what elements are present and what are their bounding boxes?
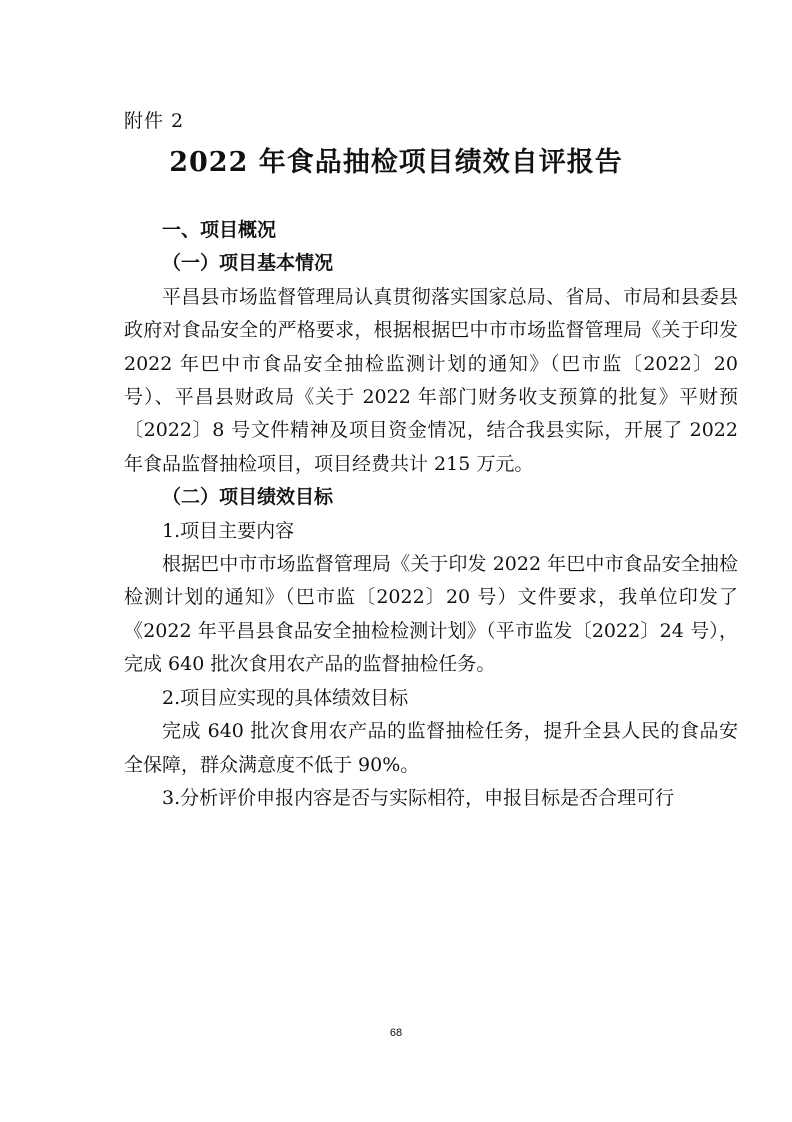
subsection-heading-performance-goals: （二）项目绩效目标: [162, 486, 334, 509]
attachment-label: 附件 2: [124, 110, 185, 132]
item-heading-evaluation: 3.分析评价申报内容是否与实际相符，申报目标是否合理可行: [162, 786, 675, 809]
item-heading-specific-goals: 2.项目应实现的具体绩效目标: [162, 686, 409, 709]
paragraph-specific-goals: 完成 640 批次食用农产品的监督抽检任务，提升全县人民的食品安全保障，群众满意度不低于 90%。: [124, 720, 738, 776]
page-number: 68: [389, 1027, 403, 1039]
document-title: 2022 年食品抽检项目绩效自评报告: [169, 147, 623, 178]
section-heading: 一、项目概况: [162, 219, 277, 241]
paragraph-basic-info: 平昌县市场监督管理局认真贯彻落实国家总局、省局、市局和县委县政府对食品安全的严格要求，根据根据巴中市市场监督管理局《关于印发 2022 年巴中市食品安全抽检监测计划的通知》（巴市监〔2022〕20 号）、平昌县财政局《关于 2022 年部门财务收支预算的批复》平财预〔2022〕8 号文件精神及项目资金情况，结合我县实际，开展了 2022 年食品监督抽检项目，项目经费共计 215 万元。: [124, 285, 738, 475]
item-heading-main-content: 1.项目主要内容: [162, 519, 295, 542]
paragraph-main-content: 根据巴中市市场监督管理局《关于印发 2022 年巴中市食品安全抽检检测计划的通知》（巴市监〔2022〕20 号）文件要求，我单位印发了《2022 年平昌县食品安全抽检检测计划》（平市监发〔2022〕24 号），完成 640 批次食用农产品的监督抽检任务。: [124, 553, 738, 676]
subsection-heading-basic-info: （一）项目基本情况: [162, 252, 334, 275]
document-body: [124, 214, 738, 815]
